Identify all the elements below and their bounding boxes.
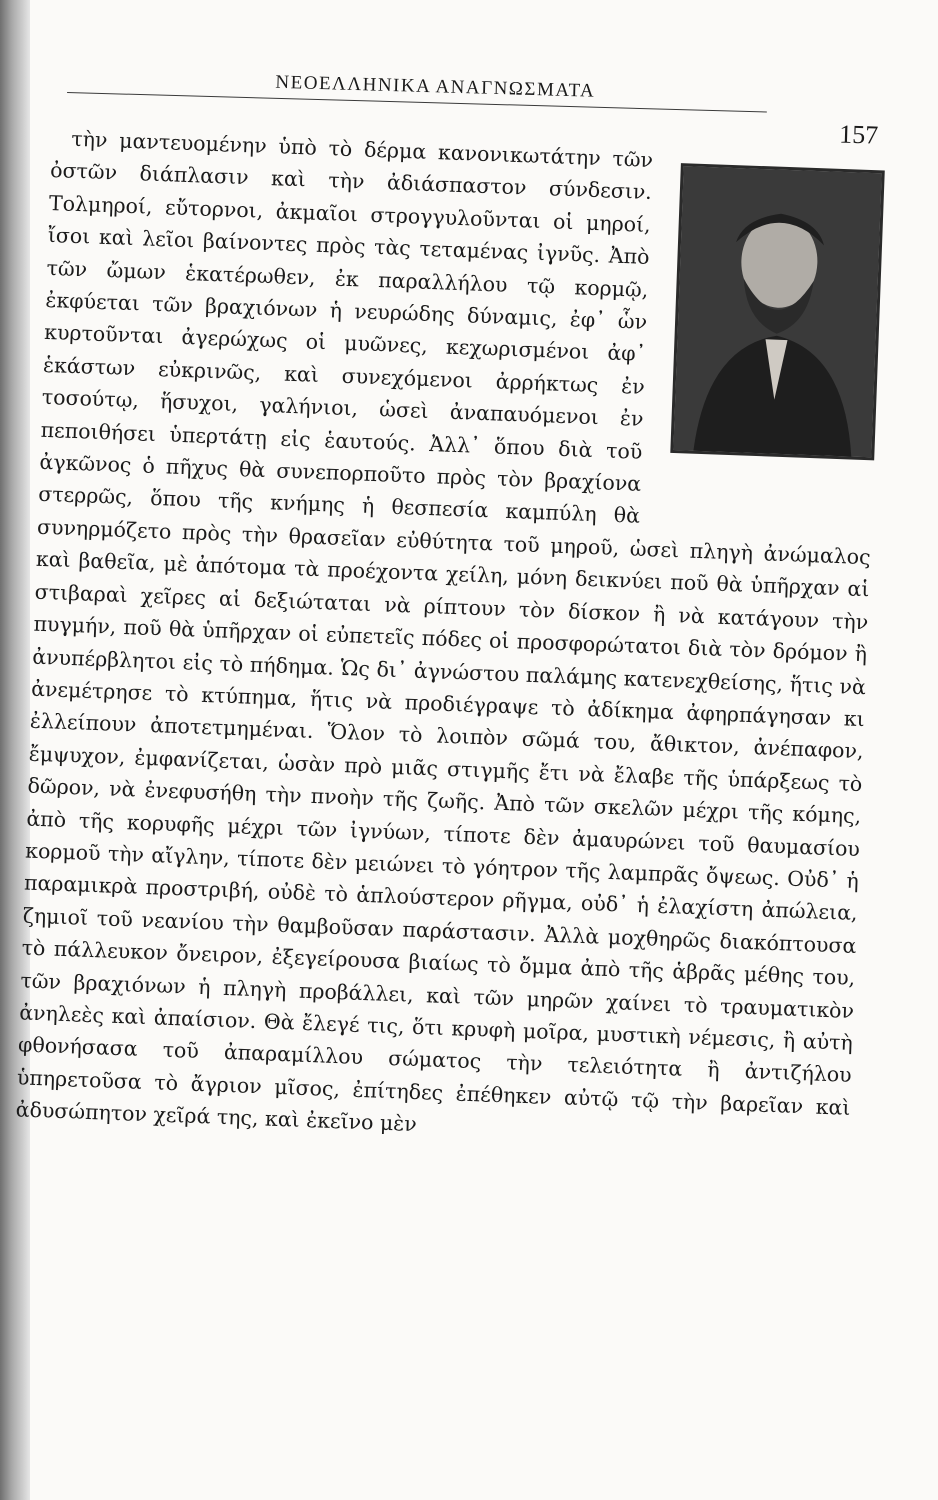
body-text: [15, 119, 885, 1156]
portrait-figure: [658, 155, 891, 515]
running-title: ΝΕΟΕΛΛΗΝΙΚΑ ΑΝΑΓΝΩΣΜΑΤΑ: [275, 71, 596, 102]
portrait-photo: [670, 163, 884, 460]
body-paragraph: τὴν μαντευομένην ὑπὸ τὸ δέρμα κανονικωτάτην τῶν ὀστῶν διάπλασιν καὶ τὴν ἀδιάσπαστον σύνδεσιν. Τολμηροί, εὔτορνοι, ἀκμαῖοι στρογγυλοῦνται οἱ μηροί, ἴσοι καὶ λεῖοι βαίνοντες πρὸς τὰς τεταμένας ἰγνῦς. Ἀπὸ τῶν ὤμων ἑκατέρωθεν, ἐκ παραλλήλου τῷ κορμῷ, ἐκφύεται τῶν βραχιόνων ἡ νευρώδης δύναμις, ἐφ᾽ ὧν κυρτοῦνται ἀγερώχως οἱ μυῶνες, κεχωρισμένοι ἀφ᾽ ἑκάστων εὐκρινῶς, καὶ συνεχόμενοι ἀρρήκτως ἐν τοσούτῳ, ἥσυχοι, γαλήνιοι, ὡσεὶ ἀναπαυόμενοι ἐν πεποιθήσει ὑπερτάτῃ εἰς ἑαυτούς. Ἀλλ᾽ ὅπου διὰ τοῦ ἀγκῶνος ὁ πῆχυς θὰ συνεπορποῦτο πρὸς τὸν βραχίονα στερρῶς, ὅπου τῆς κνήμης ἡ θεσπεσία καμπύλη θὰ συνηρμόζετο πρὸς τὴν θρασεῖαν εὐθύτητα τοῦ μηροῦ, ὡσεὶ πληγὴ ἀνώμαλος καὶ βαθεῖα, μὲ ἀπότομα τὰ προέχοντα χείλη, μόνη δεικνύει ποῦ θὰ ὑπῆρχαν αἱ στιβαραὶ χεῖρες αἱ δεξιώταται νὰ ρίπτουν τὸν δίσκον ἢ νὰ κατάγουν τὴν πυγμήν, ποῦ θὰ ὑπῆρχαν οἱ εὐπετεῖς πόδες οἱ προσφορώτατοι διὰ τὸν δρόμον ἢ ἀνυπέρβλητοι εἰς τὸ πήδημα. Ὡς δι᾽ ἀγνώστου παλάμης κατενεχθείσης, ἥτις νὰ ἀνεμέτρησε τὸ κτύπημα, ἥτις νὰ προδιέγραψε τὸ ἀδίκημα ἀφηρπάγησαν κι ἐλλείπουν ἀποτετμημέναι. Ὅλον τὸ λοιπὸν σῶμά του, ἄθικτον, ἀνέπαφον, ἔμψυχον, ἐμφανίζεται, ὡσὰν πρὸ μιᾶς στιγμῆς ἔτι νὰ ἔλαβε τῆς ὑπάρξεως τὸ δῶρον, νὰ ἐνεφυσήθη τὴν πνοὴν τῆς ζωῆς. Ἀπὸ τῶν σκελῶν μέχρι τῆς κόμης, ἀπὸ τῆς κορυφῆς μέχρι τῶν ἰγνύων, τίποτε δὲν ἀμαυρώνει τοῦ θαυμασίου κορμοῦ τὴν αἴγλην, τίποτε δὲν μειώνει τὸ γόητρον τῆς λαμπρᾶς ὄψεως. Οὐδ᾽ ἡ παραμικρὰ προστριβή, οὐδὲ τὸ ἁπλούστερον ρῆγμα, οὐδ᾽ ἡ ἐλαχίστη ἀπώλεια, ζημιοῖ τοῦ νεανίου τὴν θαμβοῦσαν παράστασιν. Ἀλλὰ μοχθηρῶς διακόπτουσα τὸ πάλλευκον ὄνειρον, ἐξεγείρουσα βιαίως τὸ ὄμμα ἀπὸ τῆς ἁβρᾶς μέθης του, τῶν βραχιόνων ἡ πληγὴ προβάλλει, καὶ τῶν μηρῶν χαίνει τὸ τραυματικὸν ἀνηλεὲς καὶ ἀπαίσιον. Θὰ ἔλεγέ τις, ὅτι κρυφὴ μοῖρα, μυστικὴ νέμεσις, ἢ αὐτὴ φθονήσασα τοῦ ἀπαραμίλλου σώματος τὴν τελειότητα ἢ ἀντιζήλου ὑπηρετοῦσα τὸ ἄγριον μῖσος, ἐπίτηδες ἐπέθηκεν αὐτῷ τῷ τὴν βαρεῖαν καὶ ἀδυσώπητον χεῖρά της, καὶ ἐκεῖνο μὲν: [15, 126, 872, 1137]
page-number: 157: [838, 119, 879, 150]
page-gutter-shadow: [0, 0, 30, 1500]
